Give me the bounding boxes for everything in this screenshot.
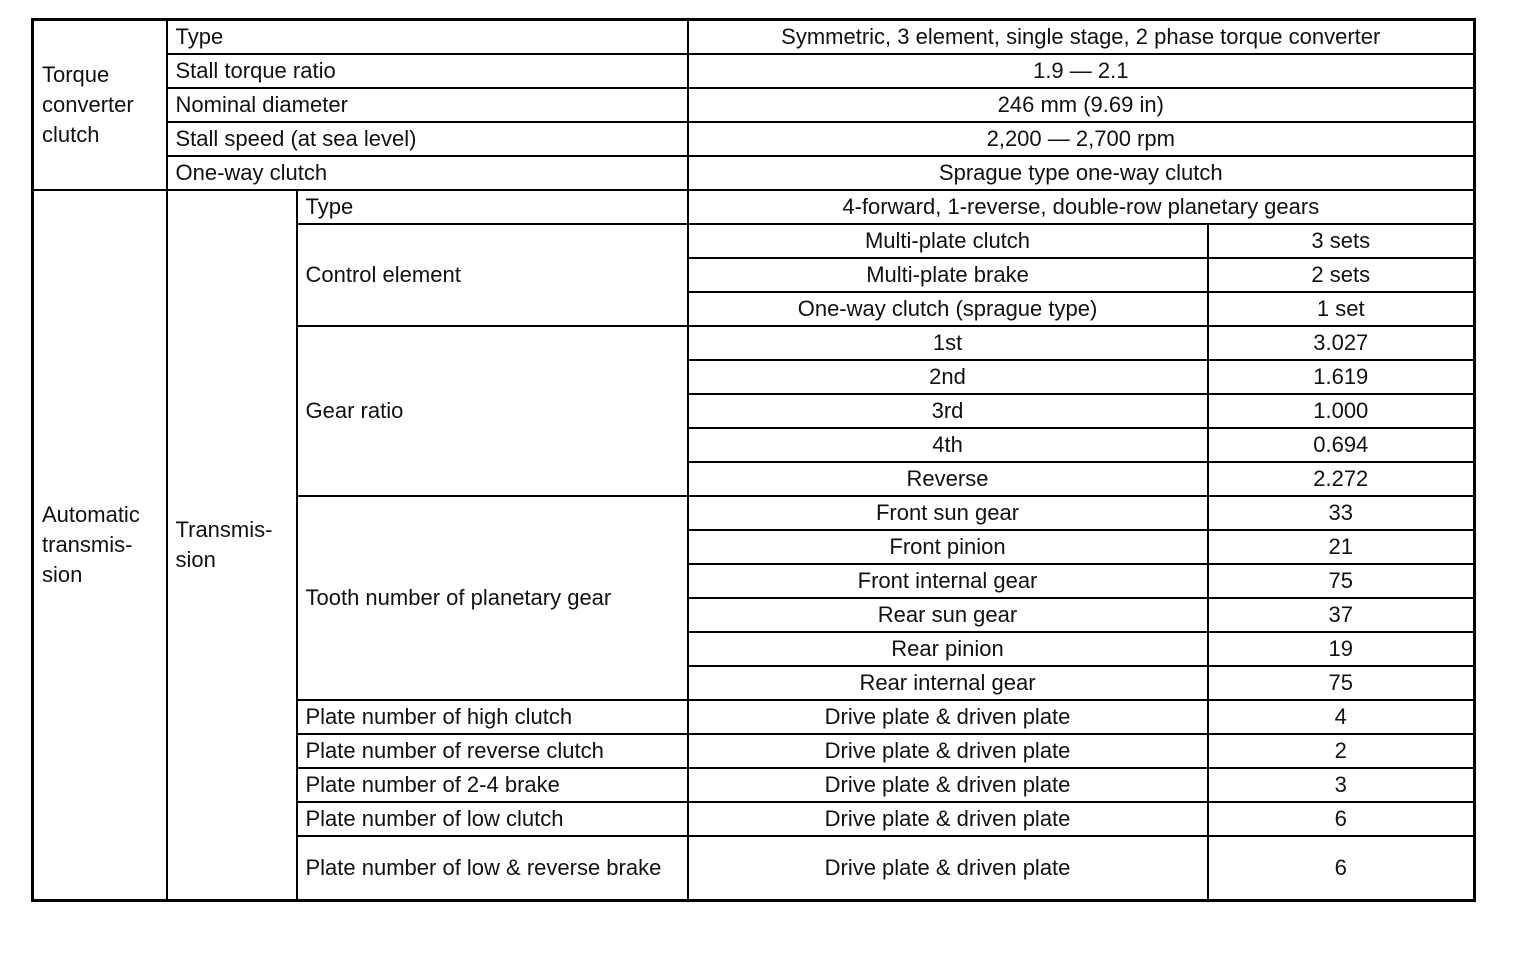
control-element-value: 2 sets xyxy=(1208,258,1475,292)
plate-count: 3 xyxy=(1208,768,1475,802)
spec-table-container xyxy=(31,18,1473,902)
gear-ratio-value: 2.272 xyxy=(1208,462,1475,496)
tc-stall-speed-label: Stall speed (at sea level) xyxy=(167,122,688,156)
at-type-label: Type xyxy=(297,190,688,224)
control-element-name: One-way clutch (sprague type) xyxy=(688,292,1208,326)
planetary-gear-teeth: 75 xyxy=(1208,564,1475,598)
gear-name: 1st xyxy=(688,326,1208,360)
table-row xyxy=(33,122,1475,156)
plate-label: Plate number of high clutch xyxy=(297,700,688,734)
tc-type-value: Symmetric, 3 element, single stage, 2 phase torque converter xyxy=(688,20,1475,55)
planetary-gear-name: Front pinion xyxy=(688,530,1208,564)
planetary-gear-teeth: 33 xyxy=(1208,496,1475,530)
plate-desc: Drive plate & driven plate xyxy=(688,734,1208,768)
table-row xyxy=(33,156,1475,190)
planetary-gear-name: Front sun gear xyxy=(688,496,1208,530)
planetary-gear-name: Rear internal gear xyxy=(688,666,1208,700)
plate-label: Plate number of low & reverse brake xyxy=(297,836,688,901)
control-element-name: Multi-plate clutch xyxy=(688,224,1208,258)
gear-name: 4th xyxy=(688,428,1208,462)
table-row xyxy=(33,54,1475,88)
gear-name: 3rd xyxy=(688,394,1208,428)
planetary-gear-name: Front internal gear xyxy=(688,564,1208,598)
table-row xyxy=(33,88,1475,122)
gear-ratio-value: 1.000 xyxy=(1208,394,1475,428)
table-row xyxy=(33,190,1475,224)
tc-one-way-clutch-label: One-way clutch xyxy=(167,156,688,190)
planetary-teeth-label: Tooth number of planetary gear xyxy=(297,496,688,700)
planetary-gear-teeth: 37 xyxy=(1208,598,1475,632)
tc-one-way-clutch-value: Sprague type one-way clutch xyxy=(688,156,1475,190)
control-element-value: 1 set xyxy=(1208,292,1475,326)
gear-ratio-value: 3.027 xyxy=(1208,326,1475,360)
plate-count: 2 xyxy=(1208,734,1475,768)
control-element-value: 3 sets xyxy=(1208,224,1475,258)
gear-ratio-value: 0.694 xyxy=(1208,428,1475,462)
plate-label: Plate number of reverse clutch xyxy=(297,734,688,768)
plate-desc: Drive plate & driven plate xyxy=(688,700,1208,734)
gear-ratio-value: 1.619 xyxy=(1208,360,1475,394)
plate-count: 4 xyxy=(1208,700,1475,734)
control-element-name: Multi-plate brake xyxy=(688,258,1208,292)
tc-stall-speed-value: 2,200 — 2,700 rpm xyxy=(688,122,1475,156)
at-type-value: 4-forward, 1-reverse, double-row planetary gears xyxy=(688,190,1475,224)
table-row xyxy=(33,20,1475,55)
planetary-gear-teeth: 19 xyxy=(1208,632,1475,666)
tc-stall-torque-label: Stall torque ratio xyxy=(167,54,688,88)
transmission-subgroup-label: Transmis-sion xyxy=(167,190,297,901)
tc-diameter-value: 246 mm (9.69 in) xyxy=(688,88,1475,122)
transmission-spec-table xyxy=(31,18,1476,902)
plate-count: 6 xyxy=(1208,836,1475,901)
gear-name: Reverse xyxy=(688,462,1208,496)
plate-count: 6 xyxy=(1208,802,1475,836)
tc-stall-torque-value: 1.9 — 2.1 xyxy=(688,54,1475,88)
plate-label: Plate number of low clutch xyxy=(297,802,688,836)
gear-ratio-label: Gear ratio xyxy=(297,326,688,496)
planetary-gear-teeth: 21 xyxy=(1208,530,1475,564)
control-element-label: Control element xyxy=(297,224,688,326)
torque-converter-group-label: Torque converter clutch xyxy=(33,20,167,191)
planetary-gear-name: Rear pinion xyxy=(688,632,1208,666)
plate-label: Plate number of 2-4 brake xyxy=(297,768,688,802)
tc-type-label: Type xyxy=(167,20,688,55)
plate-desc: Drive plate & driven plate xyxy=(688,802,1208,836)
planetary-gear-teeth: 75 xyxy=(1208,666,1475,700)
automatic-transmission-group-label: Automatic transmis-sion xyxy=(33,190,167,901)
planetary-gear-name: Rear sun gear xyxy=(688,598,1208,632)
plate-desc: Drive plate & driven plate xyxy=(688,768,1208,802)
tc-diameter-label: Nominal diameter xyxy=(167,88,688,122)
gear-name: 2nd xyxy=(688,360,1208,394)
plate-desc: Drive plate & driven plate xyxy=(688,836,1208,901)
